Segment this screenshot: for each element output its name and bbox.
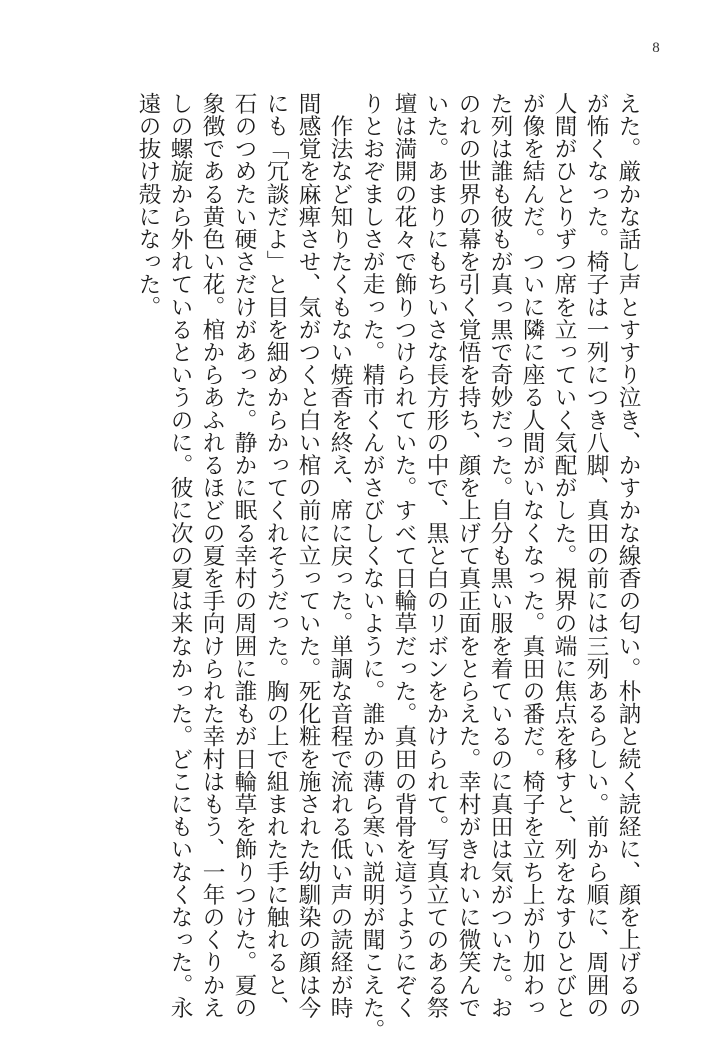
text-line: しの螺旋から外れているというのに。彼に次の夏は来なかった。どこにもいなくなった。永: [167, 92, 193, 1019]
text-line: 壇は満開の花々で飾りつけられていた。すべて日輪草だった。真田の背骨を這うようにぞく: [391, 92, 417, 1019]
novel-text-block: [132, 92, 644, 1041]
text-line: 人間がひとりずつ席を立っていく気配がした。視界の端に焦点を移すと、列をなすひとびと: [551, 92, 577, 1019]
text-line: た列は誰も彼もが真っ黒で奇妙だった。自分も黒い服を着ているのに真田は気がついた。お: [487, 92, 513, 1019]
text-line: にも「冗談だよ」と目を細めからかってくれそうだった。胸の上で組まれた手に触れると、: [263, 92, 289, 1019]
text-line: 石のつめたい硬さだけがあった。静かに眠る幸村の周囲に誰もが日輪草を飾りつけた。夏の: [231, 92, 257, 1019]
text-line: りとおぞましさが走った。精市くんがさびしくないように。誰かの薄ら寒い説明が聞こえた。: [359, 92, 385, 1041]
text-line: 象徴である黄色い花。棺からあふれるほどの夏を手向けられた幸村はもう、一年のくりかえ: [199, 92, 225, 1019]
text-line: 間感覚を麻痺させ、気がつくと白い棺の前に立っていた。死化粧を施された幼馴染の顔は今: [295, 92, 321, 1019]
page-number: 8: [652, 40, 660, 56]
text-line: えた。厳かな話し声とすすり泣き、かすかな線香の匂い。朴訥と続く読経に、顔を上げるの: [615, 92, 641, 1019]
text-line: のれの世界の幕を引く覚悟を持ち、顔を上げて真正面をとらえた。幸村がきれいに微笑んで: [455, 92, 481, 1019]
text-line: 作法など知りたくもない焼香を終え、席に戻った。単調な音程で流れる低い声の読経が時: [327, 92, 353, 1019]
text-line: が像を結んだ。ついに隣に座る人間がいなくなった。真田の番だ。椅子を立ち上がり加わっ: [519, 92, 545, 1019]
text-line: いた。あまりにもちいさな長方形の中で、黒と白のリボンをかけられて。写真立てのある祭: [423, 92, 449, 1019]
text-line: が怖くなった。椅子は一列につき八脚、真田の前には三列あるらしい。前から順に、周囲の: [583, 92, 609, 1019]
text-line: 遠の抜け殻になった。: [135, 92, 161, 318]
